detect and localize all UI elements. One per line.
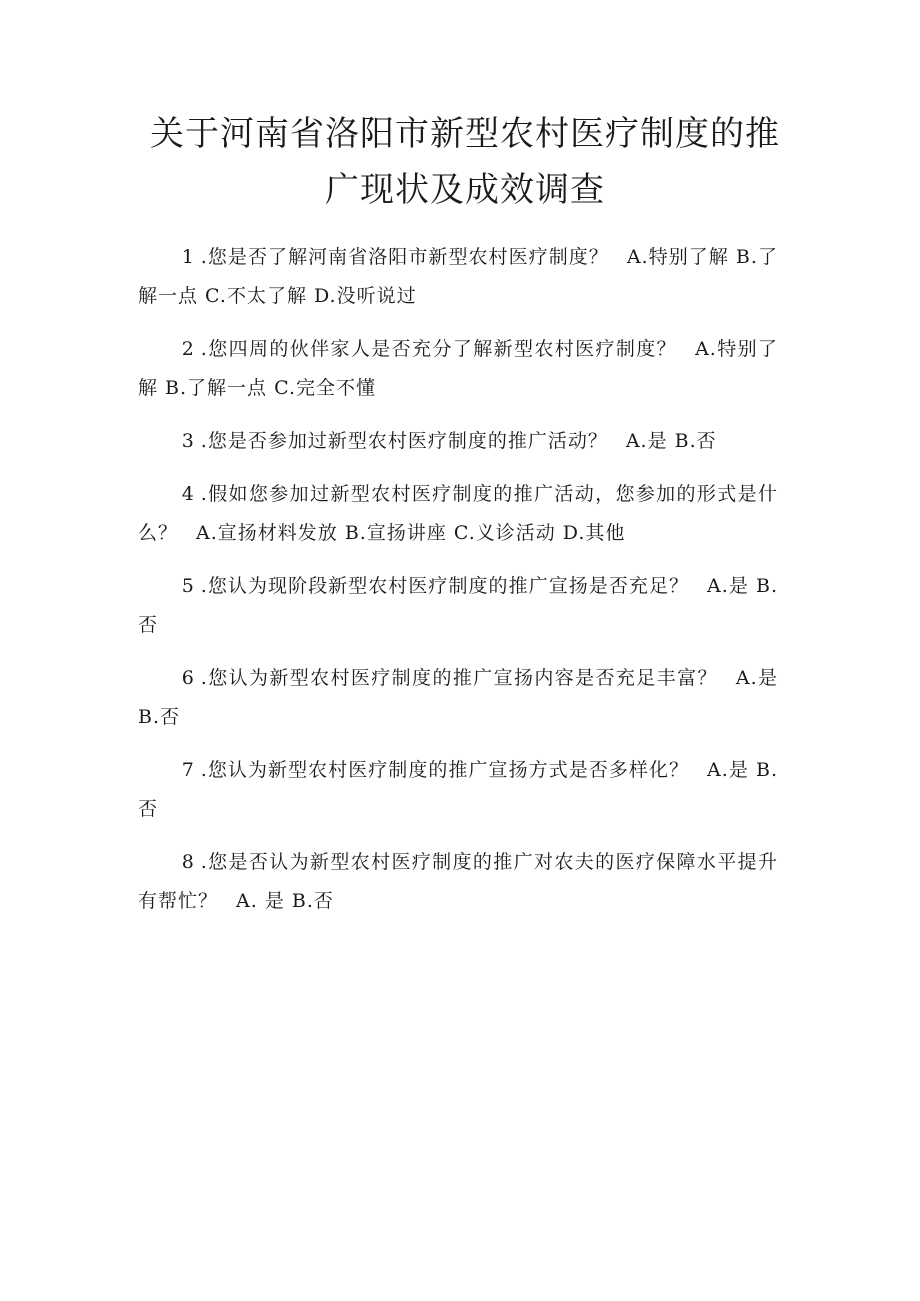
question-options: A.宣扬材料发放 B.宣扬讲座 C.义诊活动 D.其他	[196, 522, 626, 544]
question-item	[138, 238, 778, 316]
question-text: .您是否了解河南省洛阳市新型农村医疗制度？	[200, 246, 609, 268]
question-number: 8	[181, 851, 195, 873]
question-options: A.是 B.否	[138, 575, 778, 636]
question-text: .您认为新型农村医疗制度的推广宣扬内容是否充足丰富？	[200, 667, 718, 689]
question-item	[138, 659, 778, 737]
question-options: A.特别了解 B.了解一点 C.完全不懂	[138, 338, 778, 399]
question-number: 1	[181, 246, 195, 268]
question-number: 6	[181, 667, 195, 689]
question-item	[138, 751, 778, 829]
question-number: 2	[181, 338, 195, 360]
question-number: 4	[181, 483, 195, 505]
question-text: .假如您参加过新型农村医疗制度的推广活动，您参加的形式是什么？	[138, 483, 778, 544]
document-title: 关于河南省洛阳市新型农村医疗制度的推广现状及成效调查	[150, 114, 780, 210]
question-options: A.是 B.否	[138, 759, 778, 820]
question-item	[138, 330, 778, 408]
question-number: 5	[181, 575, 195, 597]
question-options: A. 是 B.否	[236, 890, 334, 912]
question-text: .您是否认为新型农村医疗制度的推广对农夫的医疗保障水平提升有帮忙？	[138, 851, 778, 912]
question-text: .您四周的伙伴家人是否充分了解新型农村医疗制度？	[200, 338, 678, 360]
question-list	[138, 238, 778, 935]
question-item	[138, 422, 778, 461]
question-options: A.特别了解 B.了解一点 C.不太了解 D.没听说过	[138, 246, 778, 307]
question-item	[138, 567, 778, 645]
question-number: 3	[181, 430, 195, 452]
question-number: 7	[181, 759, 195, 781]
question-item	[138, 475, 778, 553]
question-item	[138, 843, 778, 921]
question-text: .您是否参加过新型农村医疗制度的推广活动？	[200, 430, 608, 452]
question-text: .您认为新型农村医疗制度的推广宣扬方式是否多样化？	[200, 759, 690, 781]
question-options: A.是 B.否	[625, 430, 717, 452]
question-text: .您认为现阶段新型农村医疗制度的推广宣扬是否充足？	[200, 575, 690, 597]
question-options: A.是 B.否	[138, 667, 778, 728]
